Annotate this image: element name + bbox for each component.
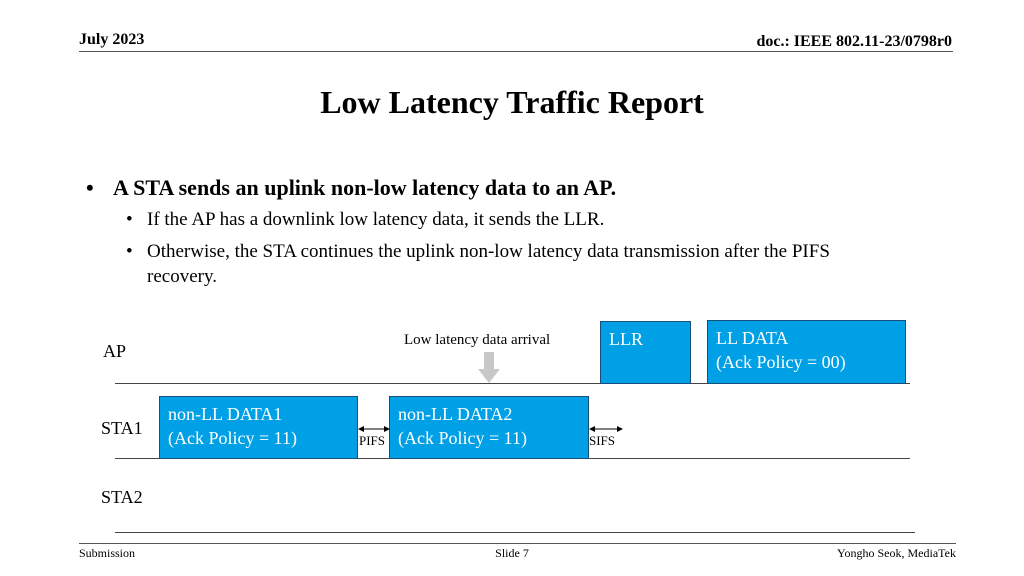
row-label-sta2: STA2 — [101, 487, 143, 507]
non-ll-data1-policy: (Ack Policy = 11) — [168, 428, 297, 448]
non-ll-data2-frame — [389, 396, 589, 459]
row-label-sta1: STA1 — [101, 418, 143, 438]
slide-title: Low Latency Traffic Report — [320, 84, 704, 120]
llr-label: LLR — [609, 329, 643, 349]
footer-author: Yongho Seok, MediaTek — [837, 546, 956, 560]
pifs-label: PIFS — [359, 433, 386, 448]
sifs-label: SIFS — [589, 433, 616, 448]
arrival-label: Low latency data arrival — [404, 332, 551, 348]
row-label-ap: AP — [103, 341, 127, 361]
bullet-sub-1: If the AP has a downlink low latency data, it sends the LLR. — [147, 209, 605, 230]
bullet-main: A STA sends an uplink non-low latency data to an AP. — [113, 175, 617, 200]
ll-data-policy: (Ack Policy = 00) — [716, 352, 846, 372]
bullet-sub-2-line-2: recovery. — [147, 266, 217, 287]
header-rule — [79, 51, 953, 52]
non-ll-data1-label: non-LL DATA1 — [168, 404, 283, 424]
non-ll-data1-frame — [159, 396, 358, 459]
timeline-sta2 — [115, 532, 915, 533]
sub-bullet-marker: • — [126, 241, 133, 262]
sub-bullet-marker: • — [126, 209, 133, 230]
bullet-marker: • — [86, 175, 94, 200]
bullet-sub-2-line-1: Otherwise, the STA continues the uplink non-low latency data transmission after the PIFS — [147, 241, 830, 262]
header-doc-id: doc.: IEEE 802.11-23/0798r0 — [756, 33, 952, 50]
footer-slide-number: Slide 7 — [495, 546, 529, 560]
ll-data-frame — [707, 320, 906, 384]
ll-data-label: LL DATA — [716, 328, 789, 348]
footer-submission: Submission — [79, 546, 136, 560]
non-ll-data2-label: non-LL DATA2 — [398, 404, 513, 424]
arrival-arrow-icon — [478, 352, 500, 384]
footer-rule — [79, 543, 956, 544]
llr-frame — [600, 321, 691, 384]
header-date: July 2023 — [79, 31, 145, 48]
non-ll-data2-policy: (Ack Policy = 11) — [398, 428, 527, 448]
